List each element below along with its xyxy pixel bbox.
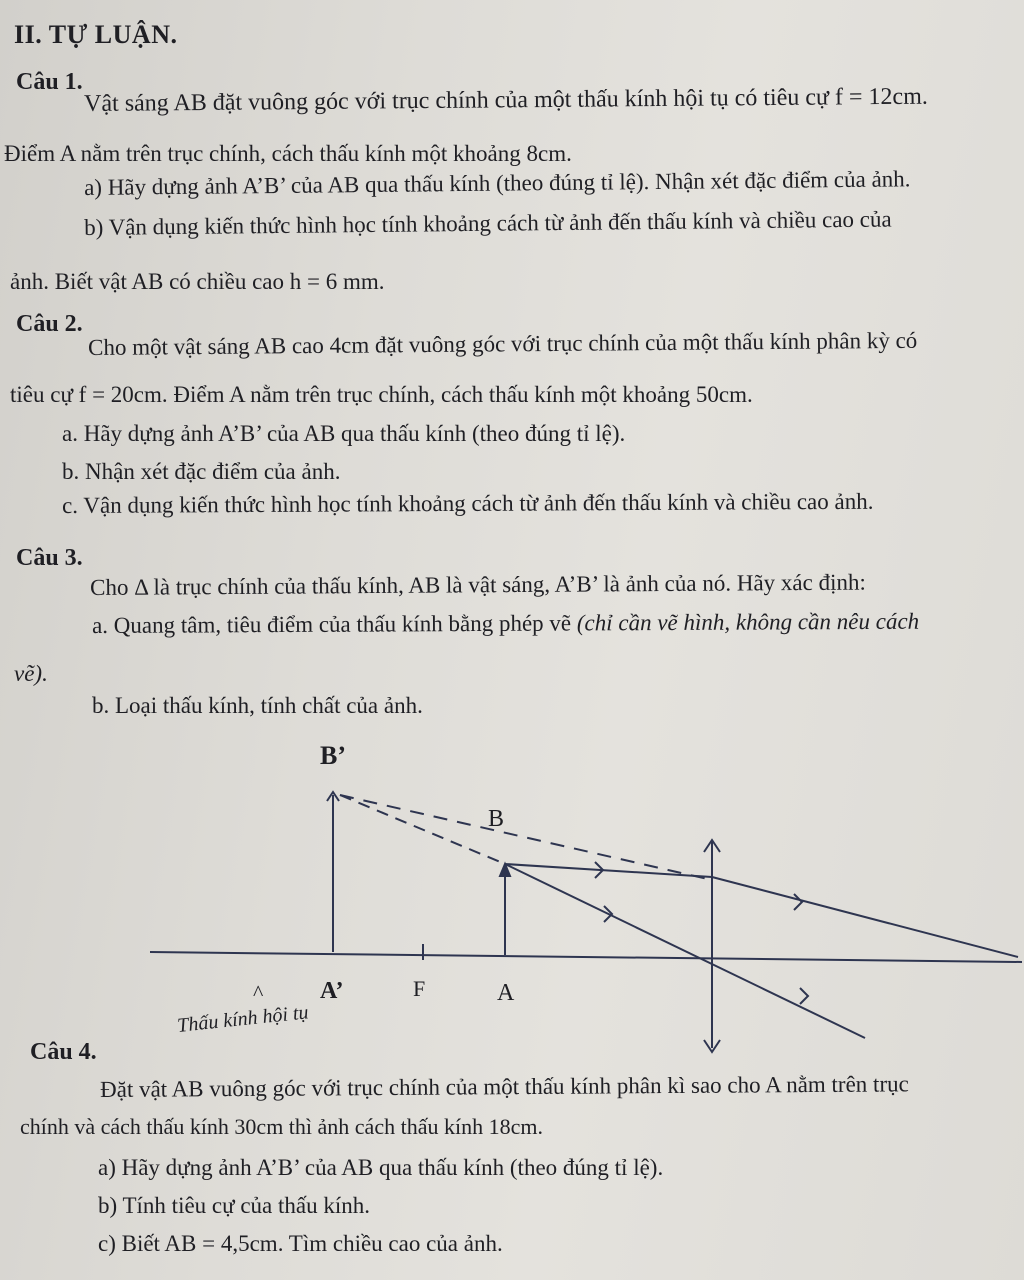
q3-title: Câu 3. [16,545,83,571]
handwritten-note: Thấu kính hội tụ [176,1001,310,1037]
dashed-extension [340,795,712,880]
q2-title: Câu 2. [16,311,83,337]
q1-title: Câu 1. [16,69,83,95]
q2-item-c: c. Vận dụng kiến thức hình học tính khoảng cách từ ảnh đến thấu kính và chiều cao ảnh. [61,488,874,518]
lens-ray-diagram [0,720,1024,1060]
label-a: A [497,980,515,1006]
q1-line-3: a) Hãy dựng ảnh A’B’ của AB qua thấu kính (theo đúng tỉ lệ). Nhận xét đặc điểm của ảnh. [83,166,911,200]
principal-axis [150,952,1022,962]
dashed-to-object [340,795,505,864]
q2-item-b: b. Nhận xét đặc điểm của ảnh. [62,459,341,484]
q2-line-1: Cho một vật sáng AB cao 4cm đặt vuông góc với trục chính của một thấu kính phân kỳ có [87,327,918,360]
q3-item-a-text: a. Quang tâm, tiêu điểm của thấu kính bằng phép vẽ [91,610,577,638]
q3-item-a [92,610,919,637]
q3-item-b: b. Loại thấu kính, tính chất của ảnh. [92,693,423,718]
q1-line-2: Điểm A nằm trên trục chính, cách thấu kính một khoảng 8cm. [4,141,572,166]
q4-item-b: b) Tính tiêu cự của thấu kính. [98,1193,371,1218]
ray-arrow-2 [794,894,802,910]
q4-item-c: c) Biết AB = 4,5cm. Tìm chiều cao của ảnh. [98,1231,503,1256]
ray-center [505,864,865,1038]
label-delta-mark: ^ [253,980,264,1005]
q1-line-4: b) Vận dụng kiến thức hình học tính khoảng cách từ ảnh đến thấu kính và chiều cao của [83,206,892,240]
section-title: II. TỰ LUẬN. [14,20,178,49]
q3-line-1: Cho Δ là trục chính của thấu kính, AB là vật sáng, A’B’ là ảnh của nó. Hãy xác định: [89,569,866,600]
ray-parallel [505,864,712,877]
q4-line-1: Đặt vật AB vuông góc với trục chính của một thấu kính phân kì sao cho A nằm trên trục [99,1071,909,1102]
label-b: B [488,806,505,832]
q3-item-a-continued: vẽ). [14,661,48,686]
q1-line-5: ảnh. Biết vật AB có chiều cao h = 6 mm. [10,269,385,294]
label-a-prime: A’ [320,978,344,1004]
ray-arrow-4 [800,988,808,1004]
label-f: F [413,976,426,1001]
q4-title: Câu 4. [30,1039,97,1065]
q2-item-a: a. Hãy dựng ảnh A’B’ của AB qua thấu kính (theo đúng tỉ lệ). [62,421,626,446]
q4-line-2: chính và cách thấu kính 30cm thì ảnh cách thấu kính 18cm. [20,1114,543,1139]
q2-line-2: tiêu cự f = 20cm. Điểm A nằm trên trục chính, cách thấu kính một khoảng 50cm. [10,382,753,407]
label-b-prime: B’ [320,741,346,770]
q4-item-a: a) Hãy dựng ảnh A’B’ của AB qua thấu kính (theo đúng tỉ lệ). [98,1155,664,1180]
q3-item-a-note: (chỉ cần vẽ hình, không cần nêu cách [576,608,920,636]
q1-line-1: Vật sáng AB đặt vuông góc với trục chính của một thấu kính hội tụ có tiêu cự f = 12cm. [83,83,928,117]
ray-refracted [712,877,1018,957]
